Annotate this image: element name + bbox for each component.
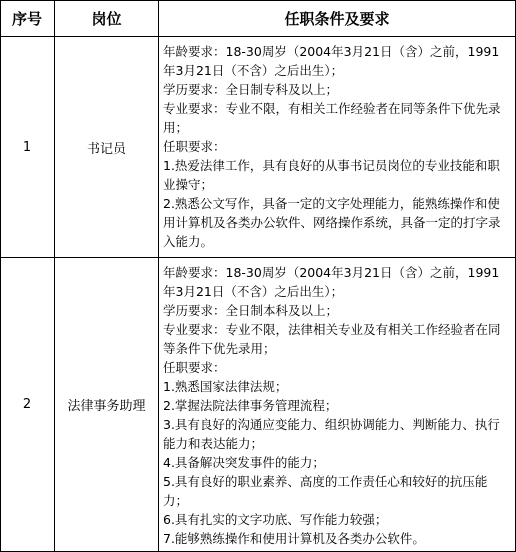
- header-position: 岗位: [91, 10, 122, 28]
- req-line: 学历要求：全日制专科及以上；: [163, 82, 339, 97]
- req-line: 7.能够熟练操作和使用计算机及各类办公软件。: [163, 531, 425, 546]
- req-line: 1.熟悉国家法律法规；: [163, 379, 288, 394]
- req-line: 任职要求：: [163, 360, 226, 375]
- header-num: 序号: [11, 10, 42, 28]
- req-line: 2.掌握法院法律事务管理流程；: [163, 398, 338, 413]
- req-line: 6.具有扎实的文字功底、写作能力较强；: [163, 512, 388, 527]
- req-line: 任职要求：: [163, 139, 226, 154]
- row-1-position: 书记员: [86, 141, 126, 157]
- req-line: 1.热爱法律工作，具有良好的从事书记员岗位的专业技能和职业操守；: [163, 158, 500, 192]
- row-2-position: 法律事务助理: [67, 399, 146, 414]
- row-1-requirements: [159, 37, 515, 257]
- row-2-requirements: [159, 258, 515, 551]
- req-line: 专业要求：专业不限，有相关工作经验者在同等条件下优先录用；: [163, 101, 501, 135]
- req-line: 4.具备解决突发事件的能力；: [163, 455, 325, 470]
- req-line: 学历要求：全日制本科及以上；: [163, 303, 339, 318]
- req-line: 2.熟悉公文写作，具备一定的文字处理能力，能熟练操作和使用计算机及各类办公软件、网络操作系统，具备一定的打字录入能力。: [163, 196, 501, 249]
- row-2-num: 2: [22, 397, 32, 412]
- req-line: 3.具有良好的沟通应变能力、组织协调能力、判断能力、执行能力和表达能力；: [163, 417, 500, 451]
- req-line: 年龄要求：18-30周岁（2004年3月21日（含）之前，1991年3月21日（不含）之后出生）；: [163, 44, 500, 78]
- header-requirements: 任职条件及要求: [284, 10, 390, 28]
- req-line: 5.具有良好的职业素养、高度的工作责任心和较好的抗压能力；: [163, 474, 488, 508]
- req-line: 年龄要求：18-30周岁（2004年3月21日（含）之前，1991年3月21日（不含）之后出生）；: [163, 265, 500, 299]
- req-line: 专业要求：专业不限，法律相关专业及有相关工作经验者在同等条件下优先录用；: [163, 322, 501, 356]
- row-1-num: 1: [22, 139, 32, 155]
